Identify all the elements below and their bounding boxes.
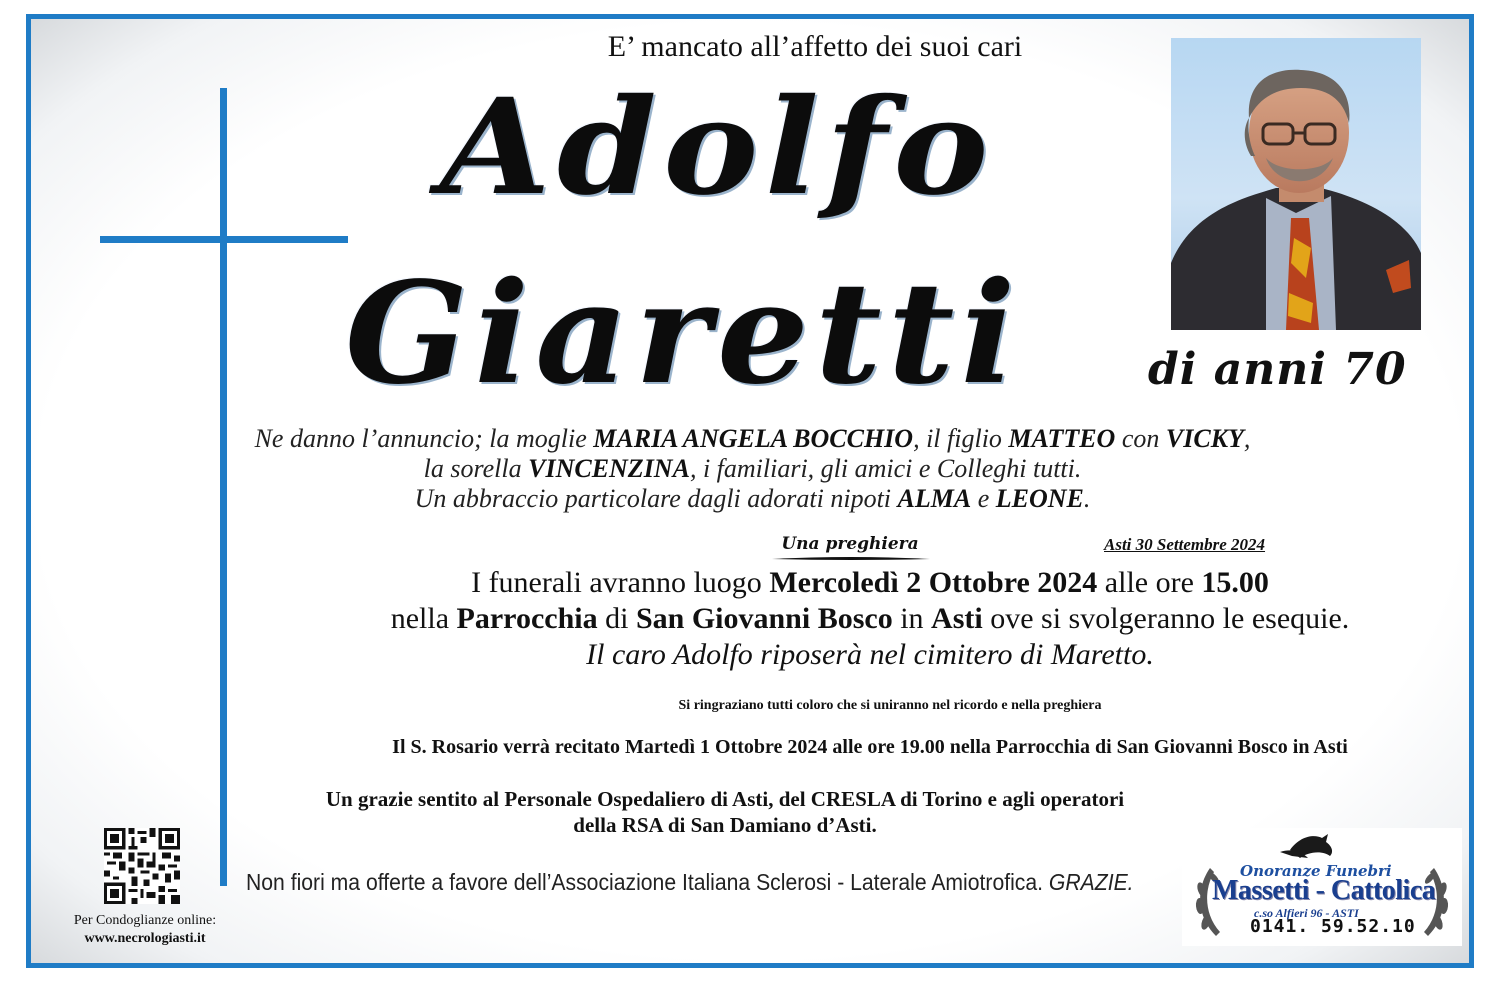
announcement-line-2: la sorella VINCENZINA, i familiari, gli amici e Colleghi tutti.	[423, 454, 1082, 483]
funeral-home-name: Massetti - Cattolica	[1212, 875, 1436, 906]
rosario-text: Il S. Rosario verrà recitato Martedì 1 Ottobre 2024 alle ore 19.00 nella Parrocchia di San Giovanni Bosco in Asti	[392, 736, 1348, 758]
thanks-small-text: Si ringraziano tutti coloro che si uniranno nel ricordo e nella preghiera	[678, 698, 1102, 713]
funeral-home-address: c.so Alfieri 96 - ASTI	[1254, 906, 1359, 920]
prayer-underline	[772, 556, 930, 561]
thanks-big-line-1: Un grazie sentito al Personale Ospedaliero di Asti, del CRESLA di Torino e agli operatori	[325, 787, 1125, 811]
announcement-line-1: Ne danno l’annuncio; la moglie MARIA ANGELA BOCCHIO, il figlio MATTEO con VICKY,	[254, 424, 1251, 453]
funeral-home-phone: 0141. 59.52.10	[1250, 916, 1416, 937]
funeral-line-2: nella Parrocchia di San Giovanni Bosco in Asti ove si svolgeranno le esequie.	[390, 602, 1350, 635]
thanks-big-line-2: della RSA di San Damiano d’Asti.	[573, 813, 877, 837]
flowers-text: Non fiori ma offerte a favore dell’Associazione Italiana Sclerosi - Laterale Amiotrofica. GRAZIE.	[246, 869, 1134, 895]
age-text: di anni 70	[1148, 344, 1407, 395]
cross-icon-horizontal	[100, 236, 348, 243]
first-name: Adolfo	[440, 70, 995, 225]
dove-icon	[1280, 834, 1332, 858]
funeral-line-1: I funerali avranno luogo Mercoledì 2 Ottobre 2024 alle ore 15.00	[471, 566, 1269, 599]
prayer-label: Una preghiera	[781, 534, 919, 554]
qr-code-icon[interactable]	[104, 828, 180, 904]
last-name: Giaretti	[345, 252, 1022, 416]
announcement-text	[160, 424, 1345, 514]
announcement-line-3: Un abbraccio particolare dagli adorati nipoti ALMA e LEONE.	[414, 484, 1091, 513]
condolences-link[interactable]: www.necrologiasti.it	[84, 931, 206, 946]
funeral-info	[280, 565, 1460, 673]
funeral-line-3: Il caro Adolfo riposerà nel cimitero di Maretto.	[586, 638, 1154, 671]
portrait-photo	[1171, 38, 1421, 330]
thanks-big-text	[180, 786, 1270, 838]
condolences-info	[50, 912, 240, 948]
funeral-home-tagline: Onoranze Funebri	[1240, 862, 1392, 880]
intro-text: E’ mancato all’affetto dei suoi cari	[607, 30, 1023, 63]
place-date: Asti 30 Settembre 2024	[1104, 535, 1266, 554]
condolences-label: Per Condoglianze online:	[73, 913, 217, 928]
